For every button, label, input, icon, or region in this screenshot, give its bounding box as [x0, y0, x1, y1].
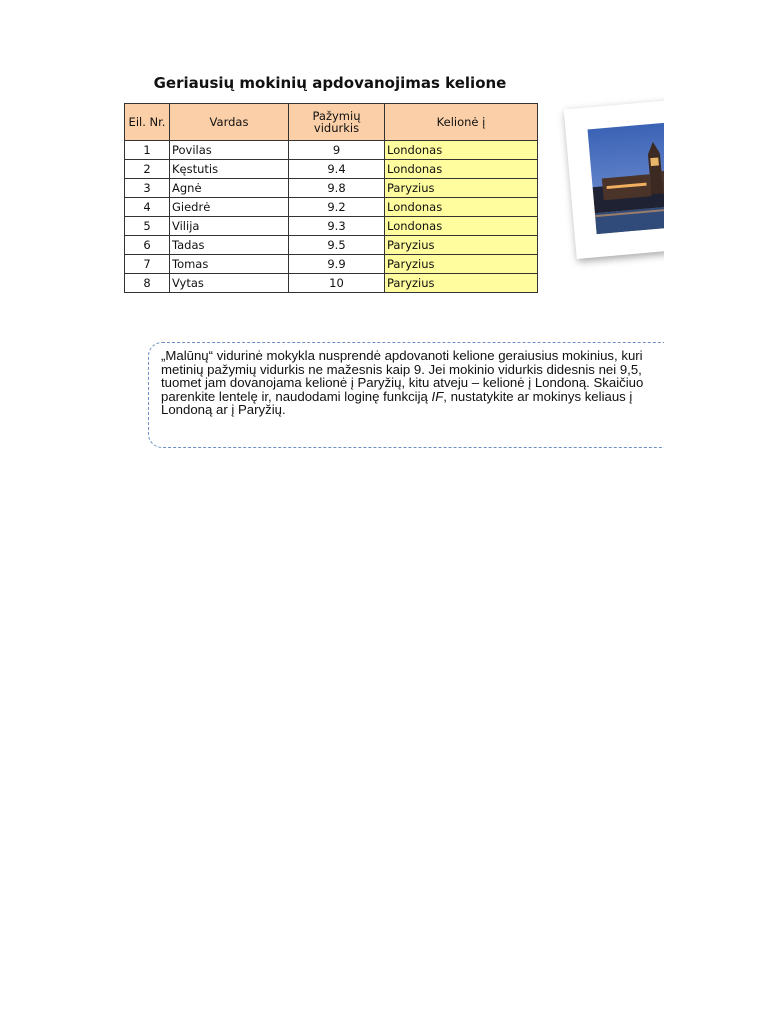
header-average-label: Pažymių vidurkis — [312, 109, 361, 135]
cell-trip[interactable]: Paryzius — [385, 274, 538, 293]
cell-name[interactable]: Vytas — [170, 274, 289, 293]
cell-name[interactable]: Povilas — [170, 141, 289, 160]
cell-average[interactable]: 9.2 — [289, 198, 385, 217]
note-line — [161, 390, 664, 404]
table-row — [125, 274, 538, 293]
task-note-text — [161, 349, 664, 417]
cell-nr[interactable]: 2 — [125, 160, 170, 179]
cell-average[interactable]: 9.4 — [289, 160, 385, 179]
note-line-start: parenkite lentelę ir, naudodami loginę funkciją — [161, 388, 432, 404]
table-row — [125, 141, 538, 160]
note-line: metinių pažymių vidurkis ne mažesnis kaip 9. Jei mokinio vidurkis didesnis nei 9,5, — [161, 361, 642, 377]
table-row — [125, 255, 538, 274]
cell-nr[interactable]: 1 — [125, 141, 170, 160]
london-photo-frame[interactable] — [564, 99, 664, 259]
cell-average[interactable]: 9.3 — [289, 217, 385, 236]
table-row — [125, 160, 538, 179]
westminster-illustration — [588, 121, 664, 234]
cell-trip[interactable]: Londonas — [385, 198, 538, 217]
table-row — [125, 217, 538, 236]
cell-nr[interactable]: 4 — [125, 198, 170, 217]
note-line: „Malūnų“ vidurinė mokykla nusprendė apdovanoti kelione geraiusius mokinius, kuri — [161, 348, 643, 363]
cell-average[interactable]: 9.9 — [289, 255, 385, 274]
cell-name[interactable]: Tomas — [170, 255, 289, 274]
table-row — [125, 236, 538, 255]
sheet-title: Geriausių mokinių apdovanojimas kelione — [153, 74, 507, 92]
table-row — [125, 179, 538, 198]
table-row — [125, 198, 538, 217]
london-photo — [588, 121, 664, 234]
cell-trip[interactable]: Londonas — [385, 160, 538, 179]
table-header-row — [125, 104, 538, 141]
cell-trip[interactable]: Paryzius — [385, 236, 538, 255]
cell-trip[interactable]: Londonas — [385, 141, 538, 160]
header-name: Vardas — [170, 104, 289, 141]
cell-nr[interactable]: 8 — [125, 274, 170, 293]
cell-name[interactable]: Giedrė — [170, 198, 289, 217]
cell-nr[interactable]: 6 — [125, 236, 170, 255]
if-function-term: IF — [431, 388, 444, 404]
header-trip: Kelionė į — [385, 104, 538, 141]
note-line-end: , nustatykite ar mokinys keliaus į — [443, 388, 633, 404]
cell-trip[interactable]: Paryzius — [385, 179, 538, 198]
cell-nr[interactable]: 3 — [125, 179, 170, 198]
cell-name[interactable]: Kęstutis — [170, 160, 289, 179]
cell-trip[interactable]: Paryzius — [385, 255, 538, 274]
cell-average[interactable]: 9 — [289, 141, 385, 160]
cell-name[interactable]: Agnė — [170, 179, 289, 198]
note-line: tuomet jam dovanojama kelionė į Paryžių, kitu atveju – kelionė į Londoną. Skaičiuo — [161, 375, 644, 390]
cell-nr[interactable]: 7 — [125, 255, 170, 274]
note-line: Londoną ar į Paryžių. — [161, 402, 286, 417]
header-nr: Eil. Nr. — [125, 104, 170, 141]
cell-average[interactable]: 10 — [289, 274, 385, 293]
header-average — [289, 104, 385, 141]
cell-average[interactable]: 9.5 — [289, 236, 385, 255]
cell-name[interactable]: Tadas — [170, 236, 289, 255]
students-table — [124, 103, 538, 293]
cell-average[interactable]: 9.8 — [289, 179, 385, 198]
cell-name[interactable]: Vilija — [170, 217, 289, 236]
cell-trip[interactable]: Londonas — [385, 217, 538, 236]
cell-nr[interactable]: 5 — [125, 217, 170, 236]
